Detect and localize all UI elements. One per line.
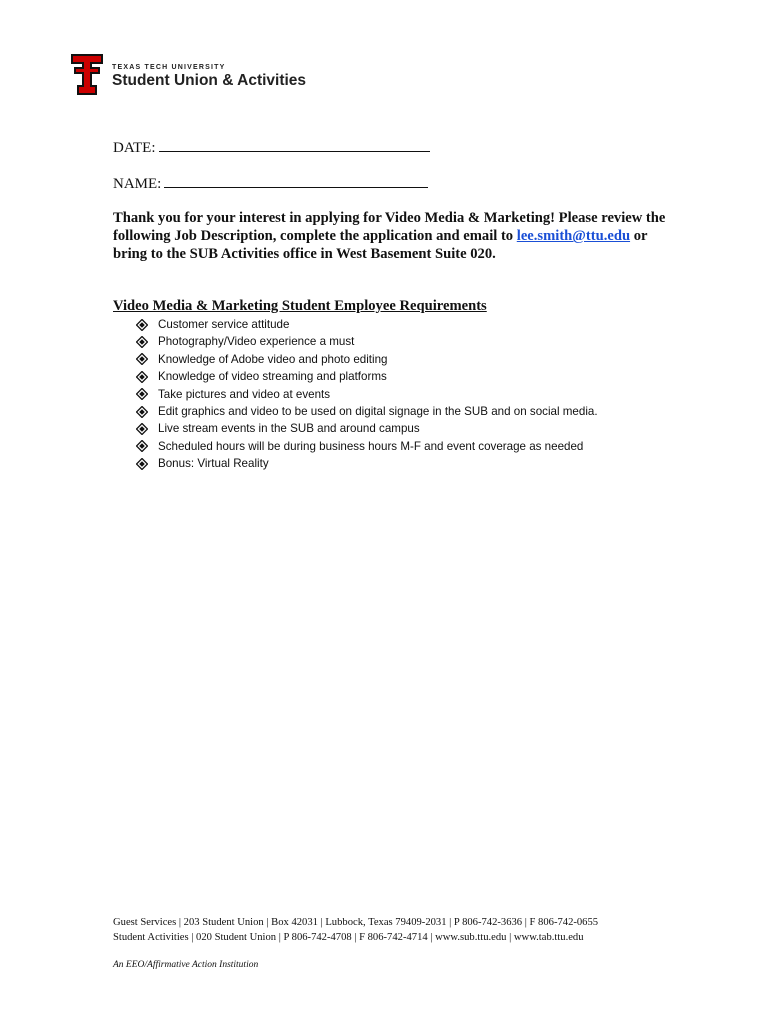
- requirement-text: Edit graphics and video to be used on digital signage in the SUB and on social media.: [158, 404, 598, 418]
- requirement-text: Knowledge of Adobe video and photo editing: [158, 352, 388, 366]
- requirement-item: [136, 403, 598, 420]
- diamond-bullet-icon: [136, 406, 148, 418]
- requirement-text: Customer service attitude: [158, 318, 290, 331]
- diamond-bullet-icon: [136, 440, 148, 452]
- requirement-item: [136, 386, 598, 403]
- diamond-bullet-icon: [136, 388, 148, 400]
- diamond-bullet-icon: [136, 458, 148, 470]
- logo-department-text: Student Union & Activities: [112, 72, 307, 89]
- name-field: [113, 174, 428, 193]
- university-logo: [70, 53, 330, 99]
- intro-text-end: or bring to the SUB Activities office in West Basement Suite 020.: [113, 228, 648, 262]
- logo-university-text: TEXAS TECH UNIVERSITY: [112, 64, 226, 71]
- requirement-item: [136, 368, 598, 385]
- intro-paragraph: [113, 209, 673, 263]
- date-label: DATE:: [113, 140, 156, 156]
- footer-line-guest-services: Guest Services | 203 Student Union | Box 42031 | Lubbock, Texas 79409-2031 | P 806-742-3636 | F 806-742-0655: [113, 917, 599, 928]
- requirement-item: [136, 316, 598, 333]
- requirement-text: Photography/Video experience a must: [158, 335, 355, 349]
- requirement-item: [136, 438, 598, 455]
- requirement-item: [136, 455, 598, 472]
- diamond-bullet-icon: [136, 319, 148, 331]
- footer-contact: [113, 916, 598, 945]
- date-blank-line: [159, 138, 430, 152]
- double-t-logo-icon: [70, 53, 104, 96]
- email-link[interactable]: lee.smith@ttu.edu: [516, 228, 631, 244]
- requirement-text: Scheduled hours will be during business hours M-F and event coverage as needed: [158, 439, 584, 453]
- requirement-text: Take pictures and video at events: [158, 387, 331, 401]
- intro-text: Thank you for your interest in applying for Video Media & Marketing! Please review the following Job Description, complete the application and email to: [113, 210, 666, 244]
- requirement-item: [136, 351, 598, 368]
- diamond-bullet-icon: [136, 336, 148, 348]
- eeo-statement: An EEO/Affirmative Action Institution: [113, 960, 259, 970]
- diamond-bullet-icon: [136, 423, 148, 435]
- diamond-bullet-icon: [136, 353, 148, 365]
- name-label: NAME:: [113, 176, 162, 192]
- footer-line-student-activities: Student Activities | 020 Student Union | P 806-742-4708 | F 806-742-4714 | www.sub.ttu.edu | www.tab.ttu.edu: [113, 931, 584, 943]
- date-field: [113, 138, 430, 157]
- name-blank-line: [164, 174, 428, 188]
- requirement-text: Live stream events in the SUB and around campus: [158, 422, 420, 436]
- diamond-bullet-icon: [136, 371, 148, 383]
- requirement-item: [136, 333, 598, 350]
- requirement-text: Knowledge of video streaming and platforms: [158, 370, 387, 384]
- requirements-list: [136, 316, 598, 473]
- requirement-item: [136, 420, 598, 437]
- requirement-text: Bonus: Virtual Reality: [158, 457, 269, 471]
- requirements-heading: Video Media & Marketing Student Employee Requirements: [113, 298, 487, 314]
